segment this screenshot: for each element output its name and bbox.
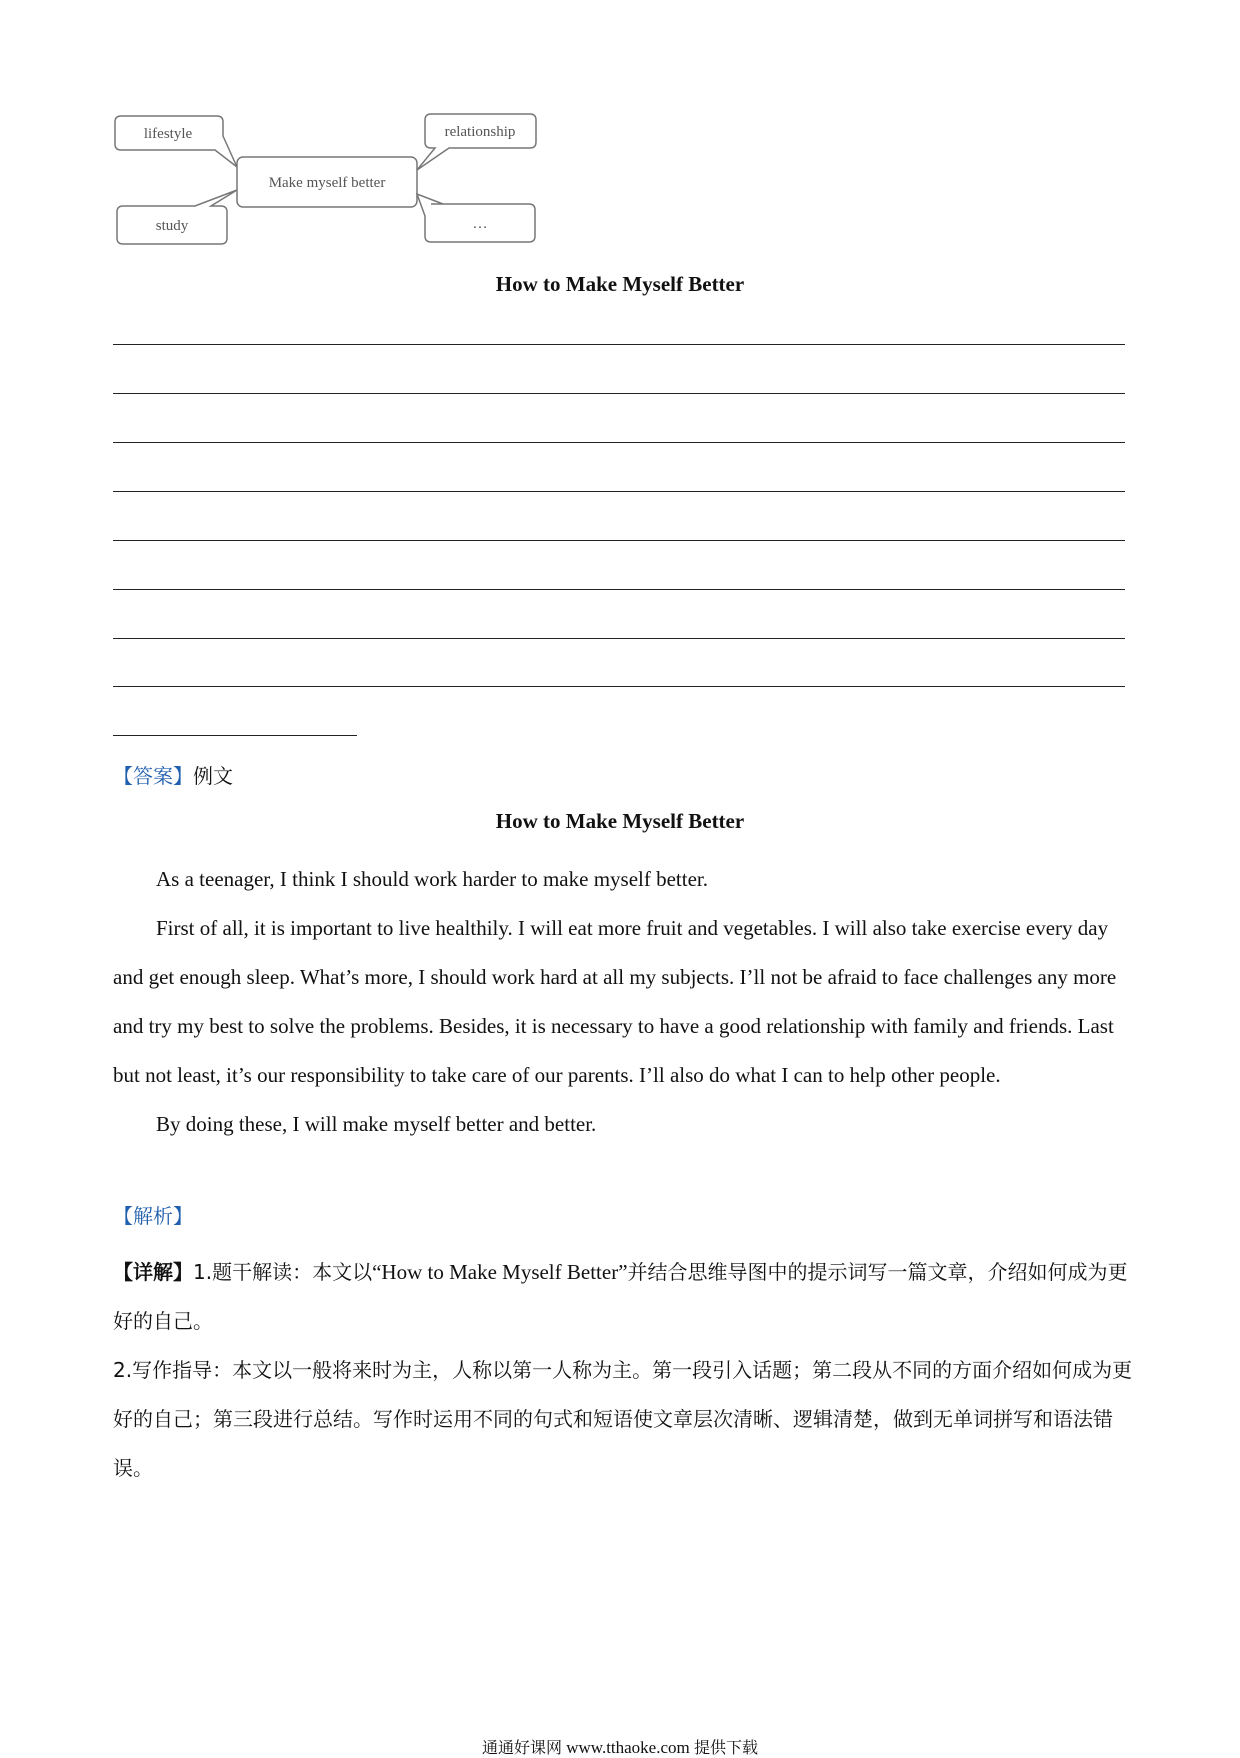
point1-title-quote: “How to Make Myself Better” <box>372 1260 628 1284</box>
answer-line <box>113 589 1125 590</box>
mind-map-center-label: Make myself better <box>268 175 386 191</box>
essay-paragraph: By doing these, I will make myself better and better. <box>156 1112 597 1136</box>
answer-line <box>113 638 1125 639</box>
footer-site-name: 通通好课网 <box>481 1738 562 1757</box>
answer-heading <box>113 760 233 789</box>
answer-line <box>113 686 1125 687</box>
answer-line <box>113 442 1125 443</box>
mind-map-label-relationship: relationship <box>444 124 516 140</box>
writing-title: How to Make Myself Better <box>495 272 745 296</box>
answer-line <box>113 393 1125 394</box>
essay-paragraph: First of all, it is important to live healthily. I will eat more fruit and vegetables. I will also take exercise every day and get enough sleep. What’s more, I should work hard at all my subjects. I’ll not be afraid to face challenges any more and try my best to solve the problems. Besides, it is necessary to have a good relationship with family and friends. Last but not least, it’s our responsibility to take care of our parents. I’ll also do what I can to help other people. <box>113 916 1117 1087</box>
mind-map-node-relationship <box>417 114 536 170</box>
sample-essay <box>113 855 1133 1149</box>
analysis-detail <box>113 1248 1133 1493</box>
mind-map-label-study: study <box>155 218 189 234</box>
answer-label: 【答案】 <box>113 764 193 788</box>
mind-map-node-study <box>117 190 237 244</box>
footer-url[interactable]: www.tthaoke.com <box>566 1738 690 1757</box>
analysis-point-2: 2.写作指导：本文以一般将来时为主，人称以第一人称为主。第一段引入话题；第二段从不同的方面介绍如何成为更好的自己；第三段进行总结。写作时运用不同的句式和短语使文章层次清晰、逻辑清楚，做到无单词拼写和语法错误。 <box>113 1358 1133 1480</box>
mind-map-label-blank: … <box>472 216 488 232</box>
analysis-point-1 <box>113 1248 1133 1346</box>
answer-line <box>113 344 1125 345</box>
answer-line-short <box>113 735 357 736</box>
mind-map-label-lifestyle: lifestyle <box>143 126 193 142</box>
answer-line <box>113 491 1125 492</box>
page-footer <box>0 1735 1240 1758</box>
essay-paragraph: As a teenager, I think I should work harder to make myself better. <box>156 867 708 891</box>
analysis-label: 【解析】 <box>113 1204 193 1228</box>
point1-rest: 并结合思维导图中的提示词写一篇文章，介绍如何成为更好的自己。 <box>113 1260 1128 1333</box>
sample-essay-label: 例文 <box>193 764 233 788</box>
footer-suffix: 提供下载 <box>694 1738 759 1757</box>
detail-label: 【详解】 <box>113 1260 193 1284</box>
mind-map-diagram <box>113 110 543 250</box>
point1-lead: 1.题干解读：本文以 <box>193 1260 373 1284</box>
answer-line <box>113 540 1125 541</box>
sample-essay-title: How to Make Myself Better <box>495 809 745 833</box>
